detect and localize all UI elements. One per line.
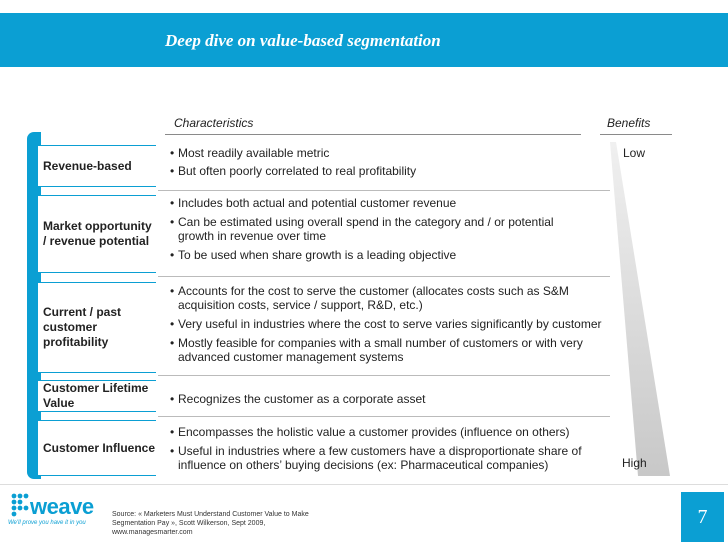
segment-label: Market opportunity / revenue potential xyxy=(43,219,152,248)
logo-wordmark: weave xyxy=(30,494,94,519)
row-divider xyxy=(158,276,610,277)
row-divider xyxy=(158,375,610,376)
footer-divider xyxy=(0,484,728,485)
segment-market-opportunity xyxy=(37,195,156,273)
bullet: To be used when share growth is a leading objective xyxy=(178,248,457,262)
logo-tagline: We'll prove you have it in you xyxy=(8,520,86,526)
segment-bullets: • Encompasses the holistic value a customer provides (influence on others) • Useful in industries where a few customers have a disproportionate share of influence on others’ buying decisions (ex: Pharmaceutical companies) xyxy=(170,425,618,472)
segment-customer-influence xyxy=(37,420,156,476)
row-divider xyxy=(158,416,610,417)
benefits-rule xyxy=(600,134,672,135)
page-number: 7 xyxy=(681,492,724,542)
segment-label: Current / past customer profitability xyxy=(43,305,122,349)
source-line: Source: « Marketers Must Understand Customer Value to Make xyxy=(112,511,309,518)
segment-bullets: • Includes both actual and potential customer revenue • Can be estimated using overall spend in the category and / or potential growth in revenue over time • To be used when share growth is a leading objective xyxy=(170,196,618,262)
bullet: Very useful in industries where the cost to serve varies significantly by customer xyxy=(178,317,602,331)
bullet: Includes both actual and potential customer revenue xyxy=(178,196,457,210)
source-citation xyxy=(112,510,352,537)
segment-revenue-based xyxy=(37,145,156,187)
segment-bullets: • Accounts for the cost to serve the customer (allocates costs such as S&M acquisition costs, service / support, R&D, etc.) • Very useful in industries where the cost to serve varies significantly by customer • Mostly feasible for companies with a small number of customers or with very advanced customer management systems xyxy=(170,284,618,364)
bullet: Can be estimated using overall spend in the category and / or potential growth in revenue over time xyxy=(178,215,554,243)
bullet: Most readily available metric xyxy=(178,146,330,160)
benefits-wedge xyxy=(602,138,672,480)
benefits-heading: Benefits xyxy=(607,116,651,130)
bullet: But often poorly correlated to real profitability xyxy=(178,164,417,178)
segment-bullets: • Most readily available metric • But often poorly correlated to real profitability xyxy=(170,146,618,178)
characteristics-heading: Characteristics xyxy=(174,116,254,130)
benefit-low-label: Low xyxy=(623,146,646,160)
bullet: Accounts for the cost to serve the customer (allocates costs such as S&M acquisition costs, service / support, R&D, etc.) xyxy=(178,284,569,312)
page-title: Deep dive on value-based segmentation xyxy=(165,31,441,50)
characteristics-rule xyxy=(165,134,581,135)
header-band xyxy=(0,13,728,67)
segment-customer-profitability xyxy=(37,282,156,373)
bullet: Encompasses the holistic value a customer provides (influence on others) xyxy=(178,425,570,439)
source-line: www.managesmarter.com xyxy=(112,529,193,536)
segment-lifetime-value xyxy=(37,380,156,412)
source-line: Segmentation Pay », Scott Wilkerson, Sept 2009, xyxy=(112,520,266,527)
segment-bullets: • Recognizes the customer as a corporate asset xyxy=(170,392,618,406)
bullet: Mostly feasible for companies with a small number of customers or with very advanced customer management systems xyxy=(178,336,583,364)
segment-label: Customer Influence xyxy=(43,440,156,455)
bullet: Recognizes the customer as a corporate asset xyxy=(178,392,426,406)
segment-label: Customer Lifetime Value xyxy=(43,381,149,410)
benefit-high-label: High xyxy=(622,456,647,470)
segment-label: Revenue-based xyxy=(43,158,132,173)
bullet: Useful in industries where a few customers have a disproportionate share of influence on others’ buying decisions (ex: Pharmaceutical companies) xyxy=(178,444,582,472)
row-divider xyxy=(158,190,610,191)
